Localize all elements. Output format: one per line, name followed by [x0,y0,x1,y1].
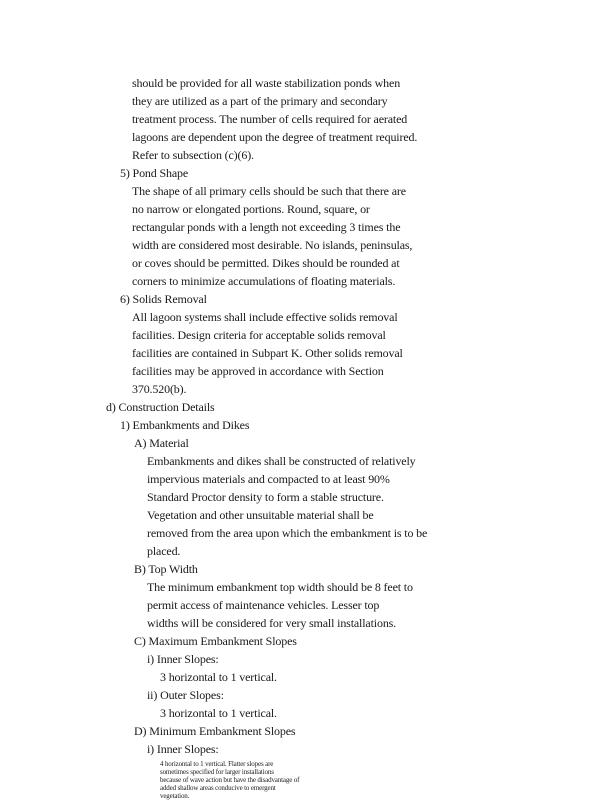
text-line: width are considered most desirable. No islands, peninsulas, [132,238,413,252]
text-line: they are utilized as a part of the primary and secondary [132,94,388,108]
text-line: All lagoon systems shall include effective solids removal [132,310,398,324]
text-line: placed. [147,544,181,558]
text-line: Standard Proctor density to form a stable structure. [147,490,384,504]
text-line: sometimes specified for larger installations [160,768,274,776]
text-line: permit access of maintenance vehicles. Lesser top [147,598,380,612]
text-line: Embankments and dikes shall be constructed of relatively [147,454,416,468]
text-line: impervious materials and compacted to at least 90% [147,472,390,486]
text-line: lagoons are dependent upon the degree of treatment required. [132,130,418,144]
top-width-heading: B) Top Width [134,562,198,576]
min-slopes-heading: D) Minimum Embankment Slopes [134,724,296,738]
max-outer-slopes-heading: ii) Outer Slopes: [147,688,224,702]
text-line: The minimum embankment top width should be 8 feet to [147,580,413,594]
pond-shape-heading: 5) Pond Shape [120,166,189,180]
max-outer-slopes-value: 3 horizontal to 1 vertical. [160,706,277,720]
text-line: treatment process. The number of cells required for aerated [132,112,408,126]
material-heading: A) Material [134,436,189,450]
text-line: 370.520(b). [132,382,187,396]
text-line: facilities. Design criteria for acceptable solids removal [132,328,386,342]
min-inner-slopes-heading: i) Inner Slopes: [147,742,219,756]
text-line: facilities may be approved in accordance with Section [132,364,384,378]
text-line: 4 horizontal to 1 vertical. Flatter slopes are [160,760,274,768]
construction-details-heading: d) Construction Details [106,400,215,414]
text-line: or coves should be permitted. Dikes should be rounded at [132,256,400,270]
text-line: rectangular ponds with a length not exceeding 3 times the [132,220,401,234]
text-line: removed from the area upon which the embankment is to be [147,526,428,540]
text-line: facilities are contained in Subpart K. Other solids removal [132,346,403,360]
text-line: vegetation. [160,792,190,800]
text-line: widths will be considered for very small installations. [147,616,397,630]
text-line: corners to minimize accumulations of floating materials. [132,274,396,288]
text-line: Vegetation and other unsuitable material shall be [147,508,374,522]
text-line: Refer to subsection (c)(6). [132,148,254,162]
text-line: should be provided for all waste stabilization ponds when [132,76,401,90]
text-line: added shallow areas conducive to emergent [160,784,276,792]
text-line: no narrow or elongated portions. Round, square, or [132,202,370,216]
max-inner-slopes-heading: i) Inner Slopes: [147,652,219,666]
text-line: because of wave action but have the disadvantage of [160,776,300,784]
solids-removal-heading: 6) Solids Removal [120,292,207,306]
max-slopes-heading: C) Maximum Embankment Slopes [134,634,297,648]
text-line: The shape of all primary cells should be such that there are [132,184,406,198]
embankments-heading: 1) Embankments and Dikes [120,418,250,432]
max-inner-slopes-value: 3 horizontal to 1 vertical. [160,670,277,684]
